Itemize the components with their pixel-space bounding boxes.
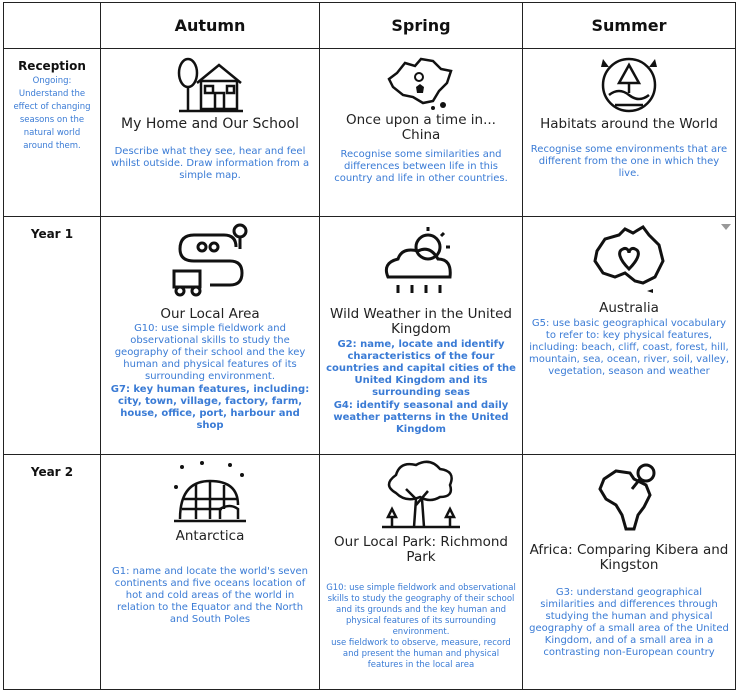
curriculum-table <box>3 2 736 690</box>
title: Habitats around the World <box>540 116 718 132</box>
china-map-icon <box>383 53 459 111</box>
title: Our Local Area <box>160 306 260 322</box>
row-label-text: Reception <box>18 59 86 73</box>
description: G1: name and locate the world's seven continents and five oceans location of hot and cold areas of the world in relation to the Equator and the North and South Poles <box>112 566 308 625</box>
igloo-icon <box>172 459 248 529</box>
header-autumn: Autumn <box>101 3 320 49</box>
description: Describe what they see, hear and feel whilst outside. Draw information from a simple map. <box>110 146 310 181</box>
cell-year1-autumn <box>101 217 320 455</box>
title: Once upon a time in... China <box>346 112 496 143</box>
habitats-icon <box>595 53 663 115</box>
row-reception <box>4 49 736 217</box>
row-note: Ongoing: Understand the effect of changing seasons on the natural world around them. <box>13 76 91 151</box>
cell-year1-spring <box>320 217 523 455</box>
cell-reception-spring <box>320 49 523 217</box>
title: Our Local Park: Richmond Park <box>334 534 508 565</box>
title: My Home and Our School <box>121 116 299 132</box>
header-summer: Summer <box>523 3 736 49</box>
header-row <box>4 3 736 49</box>
description: G10: use simple fieldwork and observational skills to study the geography of their school and its grounds and the key human and physical features of its surrounding environment. <box>326 583 516 637</box>
title: Antarctica <box>175 528 245 544</box>
row-year2 <box>4 455 736 690</box>
description: G5: use basic geographical vocabulary to refer to: key physical features, including: beach, cliff, coast, forest, hill, mountain, sea, ocean, river, soil, valley, vegetation, season and weather <box>528 318 730 377</box>
title: Africa: Comparing Kibera and Kingston <box>529 542 729 573</box>
cell-year2-summer <box>523 455 736 690</box>
house-tree-icon <box>175 53 245 115</box>
row-label-year2 <box>4 455 101 690</box>
description-bold-2: G4: identify seasonal and daily weather patterns in the United Kingdom <box>333 400 509 435</box>
cell-year2-spring <box>320 455 523 690</box>
header-spring: Spring <box>320 3 523 49</box>
australia-heart-icon <box>589 221 669 297</box>
row-label-reception <box>4 49 101 217</box>
tree-park-icon <box>376 459 466 531</box>
description: G3: understand geographical similarities and differences through studying the human and physical geography of a small area of the United Kingdom, and of a small area in a contrasting non-European country <box>529 587 729 658</box>
row-label-text: Year 2 <box>30 465 74 479</box>
cell-year2-autumn <box>101 455 320 690</box>
corner-cell <box>4 3 101 49</box>
row-year1 <box>4 217 736 455</box>
row-label-year1 <box>4 217 101 455</box>
road-map-icon <box>168 221 252 301</box>
cell-reception-summer <box>523 49 736 217</box>
description-bold: G2: name, locate and identify characteristics of the four countries and capital cities of the United Kingdom and its surrounding seas <box>326 339 516 398</box>
description: Recognise some environments that are different from the one in which they live. <box>530 144 728 179</box>
description-2: use fieldwork to observe, measure, record and present the human and physical features in the local area <box>331 638 511 670</box>
description-bold: G7: key human features, including: city, town, village, factory, farm, house, office, port, harbour and shop <box>110 384 310 431</box>
dropdown-marker-icon[interactable] <box>721 224 731 230</box>
description: G10: use simple fieldwork and observational skills to study the geography of their school and the key human and physical features of its surrounding environment. <box>114 323 306 382</box>
row-label-text: Year 1 <box>30 227 74 241</box>
weather-cloud-icon <box>378 221 464 301</box>
description: Recognise some similarities and differences between life in this country and life in other countries. <box>334 149 508 184</box>
africa-magnifier-icon <box>594 459 664 533</box>
title: Wild Weather in the United Kingdom <box>330 306 512 337</box>
title: Australia <box>599 300 659 316</box>
cell-reception-autumn <box>101 49 320 217</box>
cell-year1-summer <box>523 217 736 455</box>
